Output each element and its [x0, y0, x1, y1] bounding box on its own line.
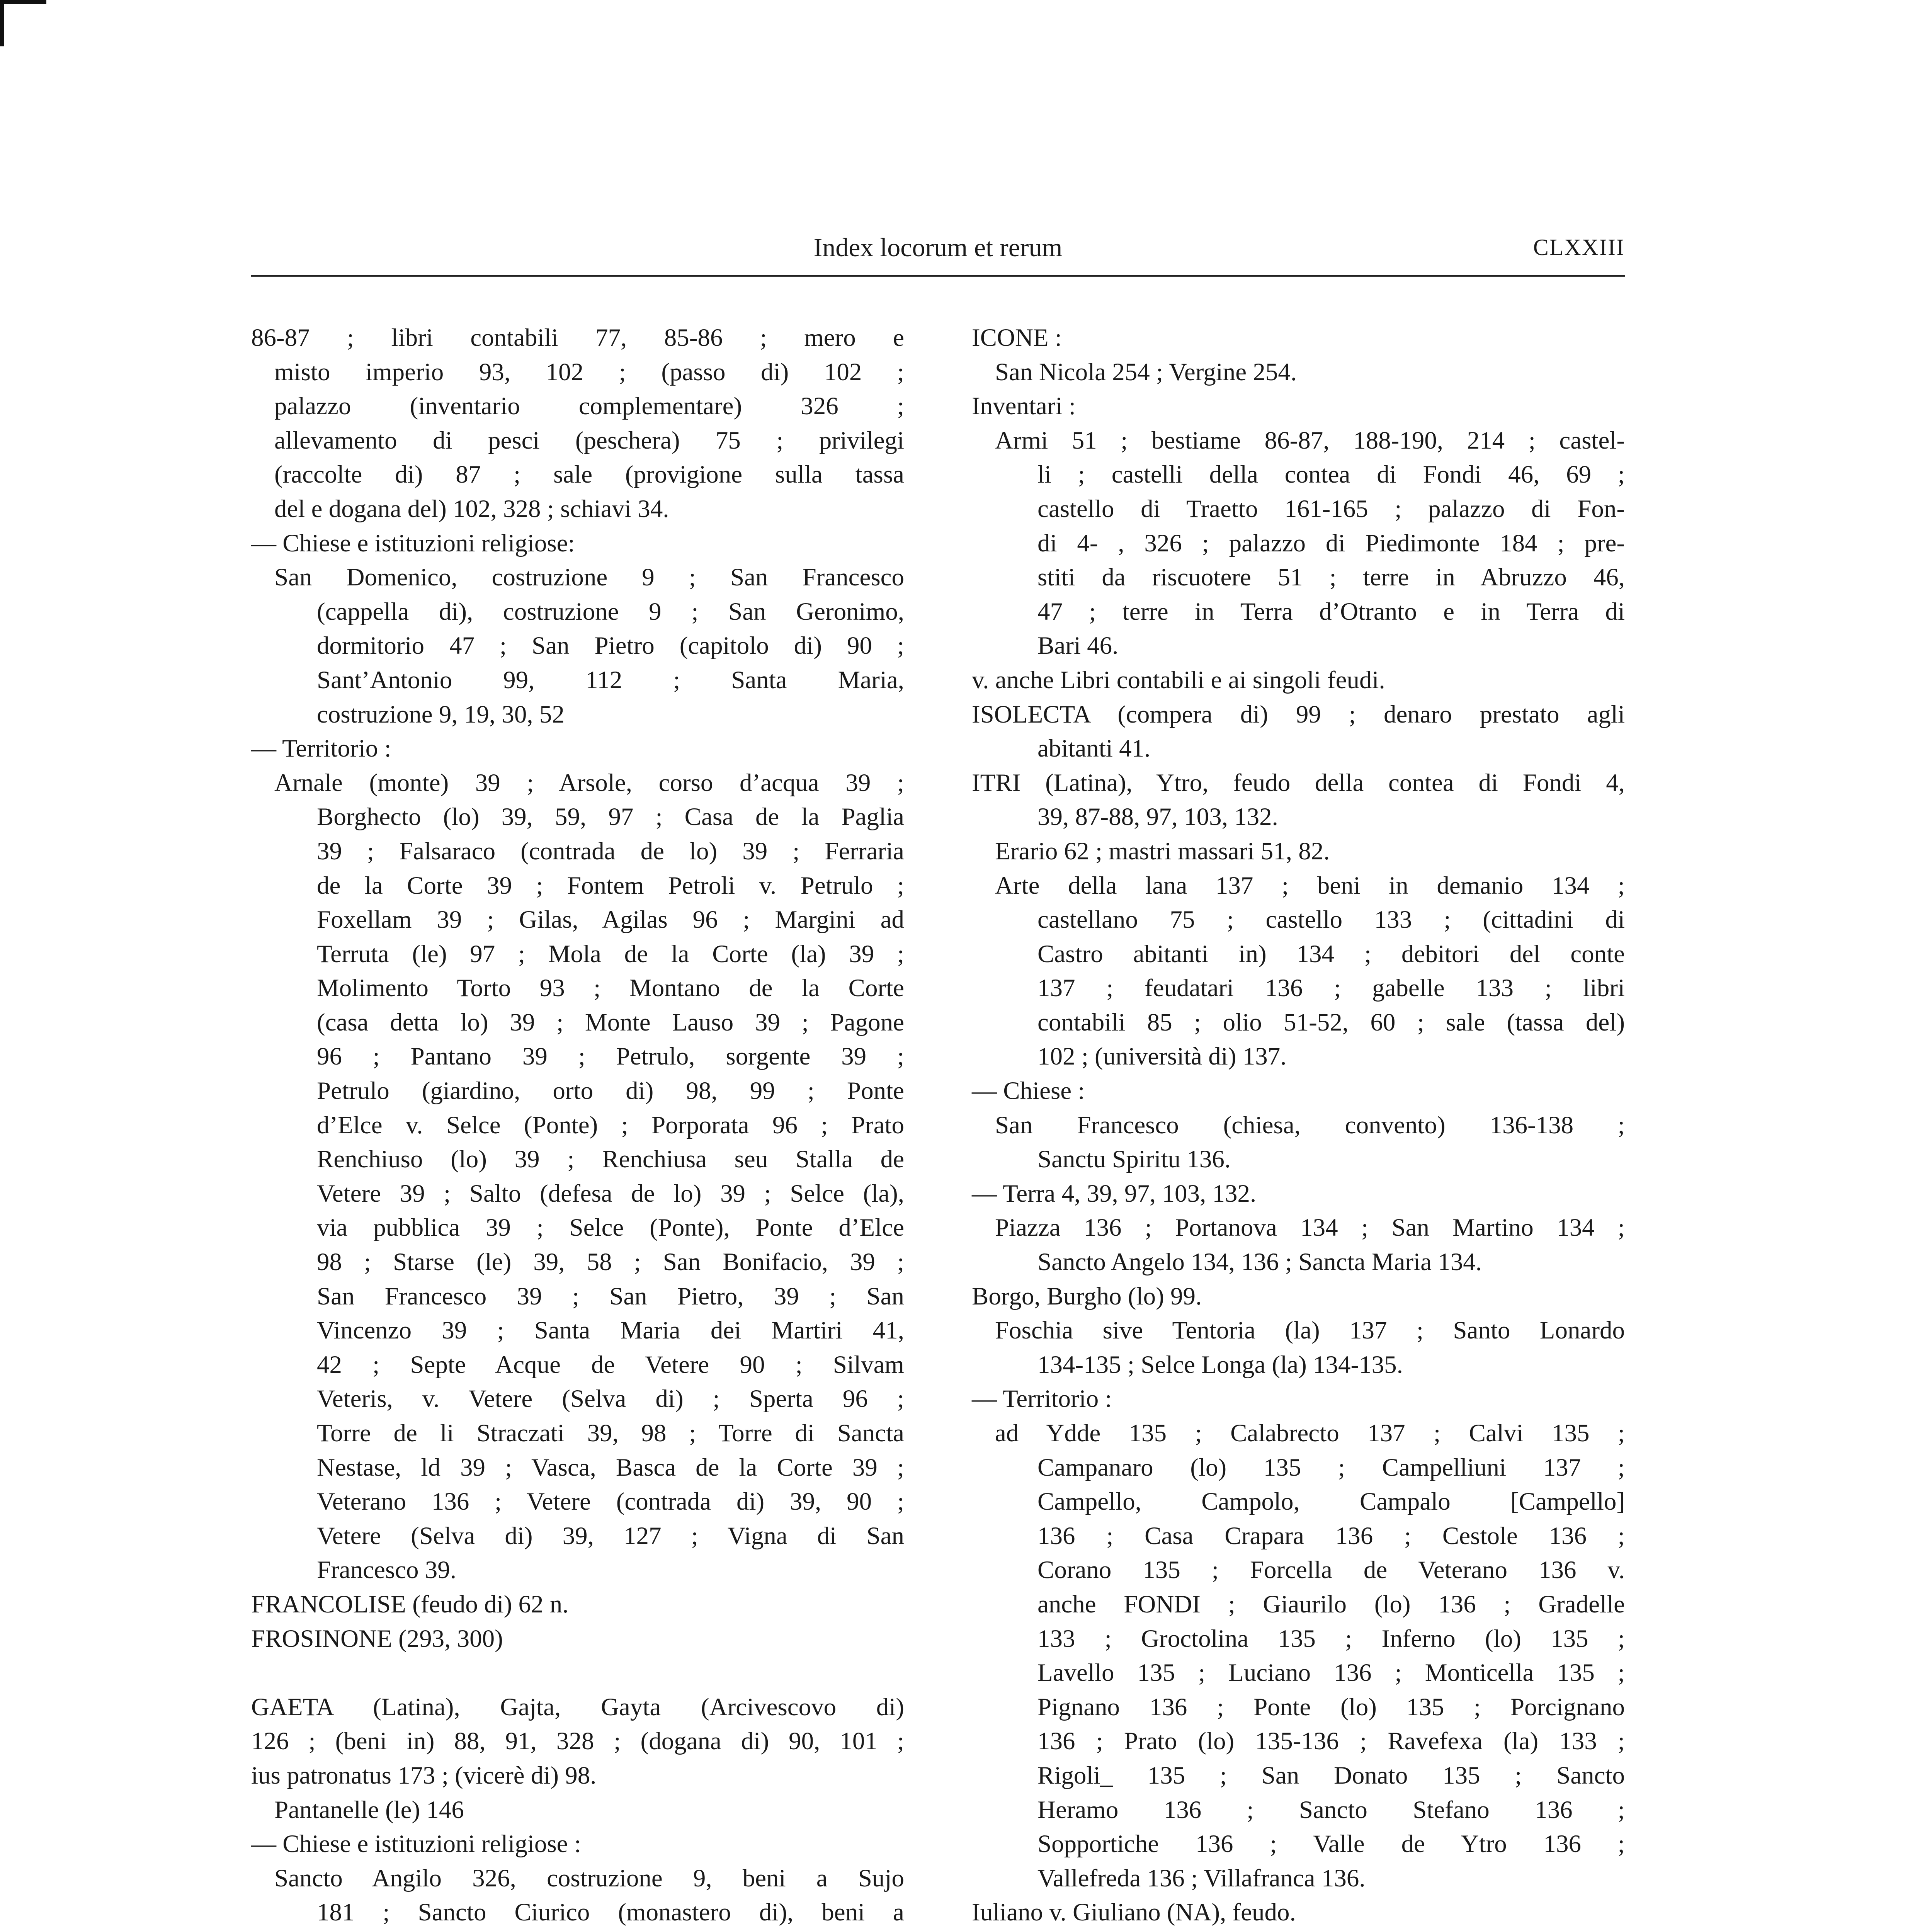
index-line: Arte della lana 137 ; beni in demanio 134 ;	[995, 871, 1625, 900]
index-line: d’Elce v. Selce (Ponte) ; Porporata 96 ; Prato	[317, 1111, 904, 1139]
index-line: (casa detta lo) 39 ; Monte Lauso 39 ; Pagone	[317, 1008, 904, 1036]
index-line: Campello, Campolo, Campalo [Campello]	[1037, 1488, 1625, 1516]
index-line: Vetere (Selva di) 39, 127 ; Vigna di San	[317, 1522, 904, 1550]
index-line: 102 ; (università di) 137.	[1037, 1043, 1287, 1071]
index-line: 96 ; Pantano 39 ; Petrulo, sorgente 39 ;	[317, 1043, 904, 1071]
index-line: Pantanelle (le) 146	[274, 1796, 464, 1824]
index-line: Sanctu Spiritu 136.	[1037, 1145, 1231, 1173]
index-line: 136 ; Casa Crapara 136 ; Cestole 136 ;	[1037, 1522, 1625, 1550]
header-rule	[251, 275, 1625, 277]
index-line: Vincenzo 39 ; Santa Maria dei Martiri 41,	[317, 1316, 904, 1345]
entry-gap	[251, 1656, 904, 1690]
index-line: San Francesco 39 ; San Pietro, 39 ; San	[317, 1282, 904, 1310]
index-line: ITRI (Latina), Ytro, feudo della contea di Fondi 4,	[972, 769, 1625, 797]
index-line: 137 ; feudatari 136 ; gabelle 133 ; libri	[1037, 974, 1625, 1002]
index-line: Sant’Antonio 99, 112 ; Santa Maria,	[317, 666, 904, 694]
left-column	[251, 321, 904, 1932]
index-line: 136 ; Prato (lo) 135-136 ; Ravefexa (la) 133 ;	[1037, 1727, 1625, 1755]
index-line: Erario 62 ; mastri massari 51, 82.	[995, 837, 1330, 865]
index-line: — Territorio :	[251, 735, 391, 763]
index-line: Terruta (le) 97 ; Mola de la Corte (la) 39 ;	[317, 940, 904, 968]
index-line: San Francesco (chiesa, convento) 136-138 ;	[995, 1111, 1625, 1139]
index-line: Arnale (monte) 39 ; Arsole, corso d’acqua 39 ;	[274, 769, 904, 797]
index-line: castello di Traetto 161-165 ; palazzo di Fon-	[1037, 495, 1625, 523]
index-line: — Terra 4, 39, 97, 103, 132.	[972, 1179, 1257, 1208]
index-line: Veteris, v. Vetere (Selva di) ; Sperta 96 ;	[317, 1385, 904, 1413]
index-line: Piazza 136 ; Portanova 134 ; San Martino 134 ;	[995, 1214, 1625, 1242]
index-line: Veterano 136 ; Vetere (contrada di) 39, 90 ;	[317, 1488, 904, 1516]
index-line: Renchiuso (lo) 39 ; Renchiusa seu Stalla de	[317, 1145, 904, 1173]
index-line: Molimento Torto 93 ; Montano de la Corte	[317, 974, 904, 1002]
index-line: San Domenico, costruzione 9 ; San Francesco	[274, 563, 904, 592]
index-line: castellano 75 ; castello 133 ; (cittadini di	[1037, 906, 1625, 934]
index-line: Borghecto (lo) 39, 59, 97 ; Casa de la Paglia	[317, 803, 904, 831]
index-line: FRANCOLISE (feudo di) 62 n.	[251, 1590, 569, 1618]
index-line: Nestase, ld 39 ; Vasca, Basca de la Corte 39 ;	[317, 1453, 904, 1481]
index-line: ad Ydde 135 ; Calabrecto 137 ; Calvi 135 ;	[995, 1419, 1625, 1447]
index-line: 86-87 ; libri contabili 77, 85-86 ; mero e	[251, 324, 904, 352]
index-line: Torre de li Straczati 39, 98 ; Torre di Sancta	[317, 1419, 904, 1447]
index-line: Pignano 136 ; Ponte (lo) 135 ; Porcignano	[1037, 1693, 1625, 1721]
index-line: Francesco 39.	[317, 1556, 456, 1584]
index-line: contabili 85 ; olio 51-52, 60 ; sale (tassa del)	[1037, 1008, 1625, 1036]
index-line: — Territorio :	[972, 1385, 1112, 1413]
index-line: de la Corte 39 ; Fontem Petroli v. Petrulo ;	[317, 871, 904, 900]
index-line: Heramo 136 ; Sancto Stefano 136 ;	[1037, 1796, 1625, 1824]
index-line: v. anche Libri contabili e ai singoli feudi.	[972, 666, 1385, 694]
running-title: Index locorum et rerum	[813, 233, 1063, 262]
index-line: 126 ; (beni in) 88, 91, 328 ; (dogana di) 90, 101 ;	[251, 1727, 904, 1755]
index-line: Corano 135 ; Forcella de Veterano 136 v.	[1037, 1556, 1625, 1584]
index-line: dormitorio 47 ; San Pietro (capitolo di) 90 ;	[317, 632, 904, 660]
index-line: li ; castelli della contea di Fondi 46, 69 ;	[1037, 461, 1625, 489]
index-line: GAETA (Latina), Gajta, Gayta (Arcivescovo di)	[251, 1693, 904, 1721]
index-line: Iuliano v. Giuliano (NA), feudo.	[972, 1898, 1296, 1927]
index-line: 134-135 ; Selce Longa (la) 134-135.	[1037, 1350, 1403, 1379]
index-line: — Chiese :	[972, 1077, 1085, 1105]
index-line: (cappella di), costruzione 9 ; San Geronimo,	[317, 597, 904, 626]
index-line: Inventari :	[972, 392, 1076, 420]
index-line: anche FONDI ; Giaurilo (lo) 136 ; Gradelle	[1037, 1590, 1625, 1618]
index-line: Sancto Angilo 326, costruzione 9, beni a Sujo	[274, 1864, 904, 1892]
index-line: 39 ; Falsaraco (contrada de lo) 39 ; Ferraria	[317, 837, 904, 865]
index-line: Rigoli_ 135 ; San Donato 135 ; Sancto	[1037, 1761, 1625, 1789]
index-line: (raccolte di) 87 ; sale (provigione sulla tassa	[274, 461, 904, 489]
index-line: Borgo, Burgho (lo) 99.	[972, 1282, 1202, 1310]
index-line: ISOLECTA (compera di) 99 ; denaro prestato agli	[972, 700, 1625, 728]
index-line: Foschia sive Tentoria (la) 137 ; Santo Lonardo	[995, 1316, 1625, 1345]
index-line: 39, 87-88, 97, 103, 132.	[1037, 803, 1278, 831]
right-column	[972, 321, 1625, 1932]
index-line: 42 ; Septe Acque de Vetere 90 ; Silvam	[317, 1350, 904, 1379]
scan-border	[0, 0, 46, 46]
index-line: Vetere 39 ; Salto (defesa de lo) 39 ; Selce (la),	[317, 1179, 904, 1208]
index-line: abitanti 41.	[1037, 735, 1151, 763]
index-line: Vallefreda 136 ; Villafranca 136.	[1037, 1864, 1366, 1892]
index-line: allevamento di pesci (peschera) 75 ; privilegi	[274, 426, 904, 454]
index-line: Petrulo (giardino, orto di) 98, 99 ; Ponte	[317, 1077, 904, 1105]
index-line: di 4- , 326 ; palazzo di Piedimonte 184 ; pre-	[1037, 529, 1625, 557]
index-line: 98 ; Starse (le) 39, 58 ; San Bonifacio, 39 ;	[317, 1248, 904, 1276]
index-line	[251, 1930, 904, 1932]
index-line: ius patronatus 173 ; (vicerè di) 98.	[251, 1761, 597, 1789]
index-line: 47 ; terre in Terra d’Otranto e in Terra di	[1037, 597, 1625, 626]
entry-gap	[972, 1930, 1625, 1932]
index-line: Castro abitanti in) 134 ; debitori del conte	[1037, 940, 1625, 968]
index-line: del e dogana del) 102, 328 ; schiavi 34.	[274, 495, 669, 523]
index-line: Sancto Angelo 134, 136 ; Sancta Maria 134.	[1037, 1248, 1482, 1276]
index-line: Foxellam 39 ; Gilas, Agilas 96 ; Margini ad	[317, 906, 904, 934]
index-line: Armi 51 ; bestiame 86-87, 188-190, 214 ; castel-	[995, 426, 1625, 454]
index-line: San Nicola 254 ; Vergine 254.	[995, 358, 1297, 386]
index-line: Lavello 135 ; Luciano 136 ; Monticella 135 ;	[1037, 1659, 1625, 1687]
index-line: — Chiese e istituzioni religiose :	[251, 1830, 581, 1858]
index-line: Sopportiche 136 ; Valle de Ytro 136 ;	[1037, 1830, 1625, 1858]
index-line: stiti da riscuotere 51 ; terre in Abruzzo 46,	[1037, 563, 1625, 592]
index-line: costruzione 9, 19, 30, 52	[317, 700, 565, 728]
index-line: 133 ; Groctolina 135 ; Inferno (lo) 135 ;	[1037, 1624, 1625, 1653]
index-line: via pubblica 39 ; Selce (Ponte), Ponte d’Elce	[317, 1214, 904, 1242]
index-line: 181 ; Sancto Ciurico (monastero di), beni a	[317, 1898, 904, 1927]
page-number: CLXXIII	[1533, 235, 1625, 260]
index-line: — Chiese e istituzioni religiose:	[251, 529, 575, 557]
index-line: Campanaro (lo) 135 ; Campelliuni 137 ;	[1037, 1453, 1625, 1481]
page-header	[251, 232, 1625, 274]
index-line: Bari 46.	[1037, 632, 1119, 660]
index-line: palazzo (inventario complementare) 326 ;	[274, 392, 904, 420]
index-line: misto imperio 93, 102 ; (passo di) 102 ;	[274, 358, 904, 386]
index-line: FROSINONE (293, 300)	[251, 1624, 503, 1653]
index-line: ICONE :	[972, 324, 1062, 352]
